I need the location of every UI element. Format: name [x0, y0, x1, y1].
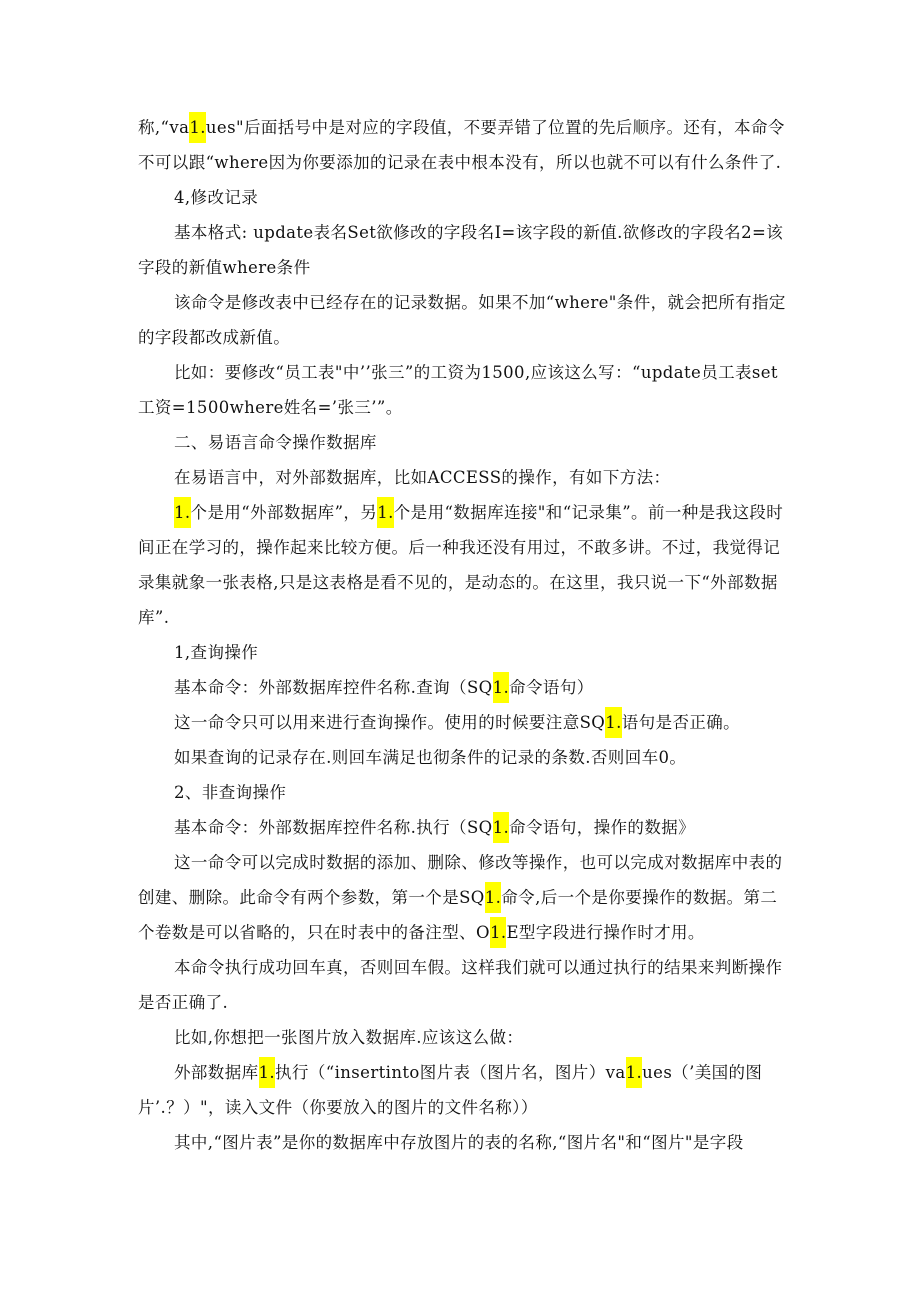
- text-run: ues（’美国的图片’.？）"，读入文件（你要放入的图片的文件名称））: [138, 1063, 763, 1117]
- text-run: 基本命令：外部数据库控件名称.执行（SQ: [174, 818, 493, 837]
- text-run: 执行（“insertinto图片表（图片名，图片）va: [275, 1063, 626, 1082]
- highlighted-text: 1.: [605, 707, 622, 738]
- paragraph: [138, 425, 790, 460]
- text-run: 这一命令只可以用来进行查询操作。使用的时候要注意SQ: [174, 713, 606, 732]
- text-run: 个是用“外部数据库”，另: [190, 503, 378, 522]
- paragraph: [138, 495, 790, 635]
- highlighted-text: 1.: [493, 812, 510, 843]
- text-run: E型字段进行操作时才用。: [506, 923, 705, 942]
- paragraph: [138, 740, 790, 775]
- paragraph: [138, 670, 790, 705]
- highlighted-text: 1.: [174, 497, 191, 528]
- text-run: 2、非查询操作: [174, 783, 287, 802]
- paragraph: [138, 635, 790, 670]
- paragraph: [138, 1055, 790, 1125]
- paragraph: [138, 810, 790, 845]
- text-run: 该命令是修改表中已经存在的记录数据。如果不加“where"条件，就会把所有指定的字段都改成新值。: [138, 293, 786, 347]
- paragraph: [138, 180, 790, 215]
- paragraph: [138, 1020, 790, 1055]
- paragraph: [138, 950, 790, 1020]
- text-run: 命令语句，操作的数据》: [509, 818, 696, 837]
- text-run: 称,“va: [138, 118, 190, 137]
- paragraph: [138, 355, 790, 425]
- highlighted-text: 1.: [377, 497, 394, 528]
- text-run: 比如：要修改“员工表"中’’张三”的工资为1500,应该这么写：“update员工表set工资=1500where姓名=’张三’”。: [138, 363, 778, 417]
- text-run: 命令,后一个是你要操作的数据。第二个卷数是可以省略的，只在时表中的备注型、O: [138, 888, 778, 942]
- text-run: 语句是否正确。: [621, 713, 741, 732]
- paragraph: [138, 705, 790, 740]
- paragraph: [138, 285, 790, 355]
- paragraph: [138, 845, 790, 950]
- highlighted-text: 1.: [490, 917, 507, 948]
- paragraph: [138, 775, 790, 810]
- paragraph: [138, 110, 790, 180]
- text-run: 这一命令可以完成时数据的添加、删除、修改等操作，也可以完成对数据库中表的创建、删除。此命令有两个参数，第一个是SQ: [138, 853, 783, 907]
- highlighted-text: 1.: [493, 672, 510, 703]
- highlighted-text: 1.: [626, 1057, 643, 1088]
- text-run: 外部数据库: [174, 1063, 259, 1082]
- text-run: 比如,你想把一张图片放入数据库.应该这么做：: [174, 1028, 524, 1047]
- text-run: 其中,“图片表”是你的数据库中存放图片的表的名称,“图片名"和“图片"是字段: [174, 1133, 744, 1152]
- text-run: 基本命令：外部数据库控件名称.查询（SQ: [174, 678, 493, 697]
- highlighted-text: 1.: [485, 882, 502, 913]
- text-run: 本命令执行成功回车真，否则回车假。这样我们就可以通过执行的结果来判断操作是否正确了.: [138, 958, 783, 1012]
- paragraph: [138, 1125, 790, 1160]
- text-run: 命令语句）: [509, 678, 594, 697]
- paragraph: [138, 460, 790, 495]
- text-run: 4,修改记录: [174, 188, 259, 207]
- text-run: 如果查询的记录存在.则回车满足也彻条件的记录的条数.否则回车0。: [174, 748, 687, 767]
- highlighted-text: 1.: [189, 112, 206, 143]
- text-run: 在易语言中，对外部数据库，比如ACCESS的操作，有如下方法：: [174, 468, 671, 487]
- text-run: 1,查询操作: [174, 643, 259, 662]
- text-run: 基本格式: update表名Set欲修改的字段名I=该字段的新值.欲修改的字段名2=该字段的新值where条件: [138, 223, 784, 277]
- paragraph: [138, 215, 790, 285]
- text-run: 二、易语言命令操作数据库: [174, 433, 377, 452]
- text-run: 个是用“数据库连接"和“记录集”。前一种是我这段时间正在学习的，操作起来比较方便。后一种我还没有用过，不敢多讲。不过，我觉得记录集就象一张表格,只是这表格是看不见的，是动态的。在这里，我只说一下“外部数据库”.: [138, 503, 784, 627]
- highlighted-text: 1.: [259, 1057, 276, 1088]
- text-run: ues"后面括号中是对应的字段值，不要弄错了位置的先后顺序。还有，本命令不可以跟“where因为你要添加的记录在表中根本没有，所以也就不可以有什么条件了.: [138, 118, 785, 172]
